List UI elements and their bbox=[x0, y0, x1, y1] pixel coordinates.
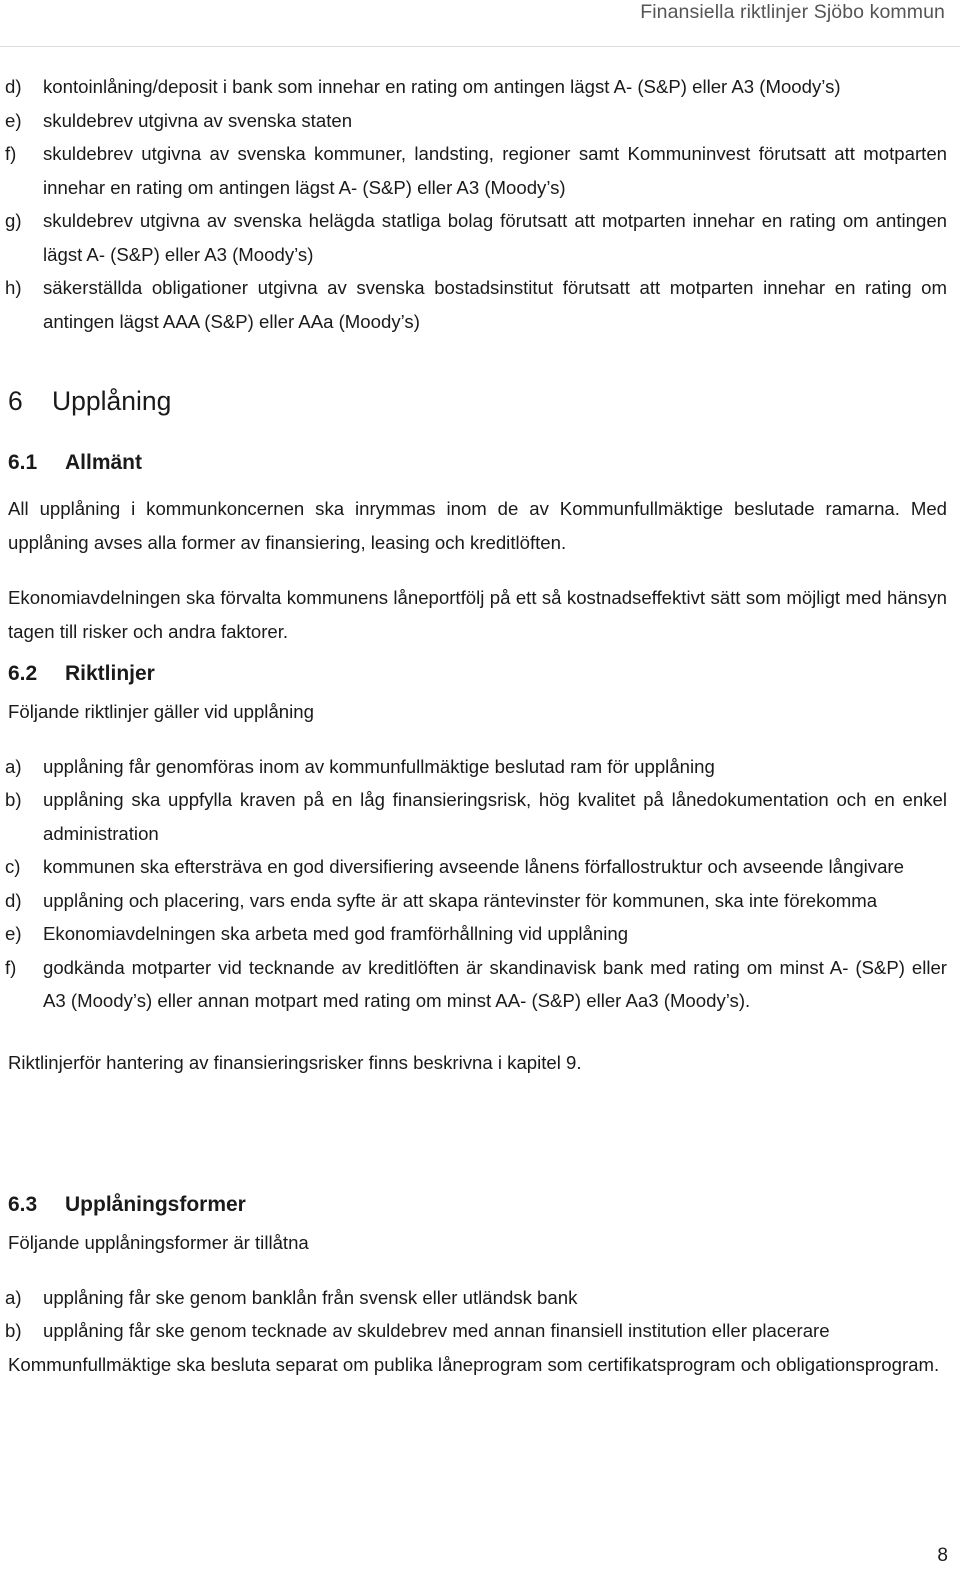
list-item-text: skuldebrev utgivna av svenska staten bbox=[43, 109, 353, 131]
paragraph: Riktlinjerför hantering av finansieringsrisker finns beskrivna i kapitel 9. bbox=[8, 1051, 582, 1073]
list-item-text: godkända motparter vid tecknande av kreditlöften är skandinavisk bank med rating om minst A- (S&P) eller A3 (Moody’s) eller annan motpart med rating om minst AA- (S&P) eller Aa3 (Moody’s). bbox=[43, 956, 947, 1011]
guidelines-list bbox=[5, 750, 947, 1018]
list-item-text: upplåning får ske genom banklån från svensk eller utländsk bank bbox=[43, 1286, 578, 1308]
list-marker: a) bbox=[5, 1286, 22, 1308]
page-number: 8 bbox=[937, 1545, 948, 1566]
paragraph: Kommunfullmäktige ska besluta separat om publika låneprogram som certifikatsprogram och obligationsprogram. bbox=[8, 1353, 940, 1375]
list-marker: h) bbox=[5, 277, 22, 298]
list-item bbox=[5, 70, 947, 104]
list-item bbox=[5, 104, 947, 138]
eligible-instruments-list bbox=[5, 70, 947, 338]
list-item-text: skuldebrev utgivna av svenska helägda statliga bolag förutsatt att motparten innehar en rating om antingen lägst A- (S&P) eller A3 (Moody’s) bbox=[43, 210, 947, 265]
list-item-text: upplåning får genomföras inom av kommunfullmäktige beslutad ram för upplåning bbox=[43, 755, 715, 777]
list-marker: d) bbox=[5, 76, 22, 97]
list-item bbox=[5, 783, 947, 850]
list-item bbox=[5, 917, 947, 951]
list-marker: b) bbox=[5, 1320, 22, 1341]
list-item-text: Ekonomiavdelningen ska arbeta med god framförhållning vid upplåning bbox=[43, 923, 629, 944]
paragraph: Ekonomiavdelningen ska förvalta kommunens låneportfölj på ett så kostnadseffektivt sätt som möjligt med hänsyn tagen till risker och andra faktorer. bbox=[8, 587, 947, 642]
section-6-heading bbox=[8, 384, 947, 418]
list-item bbox=[5, 204, 947, 271]
list-item bbox=[5, 137, 947, 204]
list-item bbox=[5, 951, 947, 1018]
subsection-number: 6.2 bbox=[8, 662, 38, 685]
list-item bbox=[5, 884, 947, 918]
list-marker: f) bbox=[5, 143, 17, 164]
list-item bbox=[5, 750, 947, 784]
subsection-number: 6.3 bbox=[8, 1193, 38, 1216]
list-marker: e) bbox=[5, 109, 22, 131]
paragraph: All upplåning i kommunkoncernen ska inrymmas inom de av Kommunfullmäktige beslutade ramarna. Med upplåning avses alla former av finansiering, leasing och kreditlöften. bbox=[8, 498, 947, 553]
borrowing-forms-list bbox=[5, 1281, 947, 1348]
subsection-title: Upplåningsformer bbox=[65, 1193, 246, 1216]
section-6-1 bbox=[8, 448, 947, 648]
section-title: Upplåning bbox=[52, 386, 172, 416]
subsection-number: 6.1 bbox=[8, 451, 38, 474]
paragraph: Följande riktlinjer gäller vid upplåning bbox=[8, 701, 314, 722]
list-marker: e) bbox=[5, 923, 22, 944]
list-marker: c) bbox=[5, 856, 21, 877]
subsection-title: Allmänt bbox=[65, 451, 143, 474]
list-item-text: upplåning ska uppfylla kraven på en låg finansieringsrisk, hög kvalitet på lånedokumentation och en enkel administration bbox=[43, 789, 947, 844]
list-item-text: säkerställda obligationer utgivna av svenska bostadsinstitut förutsatt att motparten innehar en rating om antingen lägst AAA (S&P) eller AAa (Moody’s) bbox=[43, 277, 947, 332]
section-6-3 bbox=[5, 1190, 947, 1381]
running-header: Finansiella riktlinjer Sjöbo kommun bbox=[640, 1, 945, 23]
section-6-2 bbox=[5, 659, 947, 1079]
list-item-text: upplåning och placering, vars enda syfte är att skapa räntevinster för kommunen, ska inte förekomma bbox=[43, 889, 878, 911]
subsection-title: Riktlinjer bbox=[65, 662, 155, 685]
list-item-text: skuldebrev utgivna av svenska kommuner, landsting, regioner samt Kommuninvest förutsatt att motparten innehar en rating om antingen lägst A- (S&P) eller A3 (Moody’s) bbox=[43, 143, 947, 198]
subsection-heading bbox=[8, 448, 947, 478]
list-marker: g) bbox=[5, 210, 22, 231]
list-marker: b) bbox=[5, 789, 22, 810]
header-divider bbox=[0, 46, 960, 47]
section-number: 6 bbox=[8, 386, 23, 416]
list-item-text: upplåning får ske genom tecknade av skuldebrev med annan finansiell institution eller placerare bbox=[43, 1320, 830, 1341]
list-marker: f) bbox=[5, 956, 17, 978]
list-marker: a) bbox=[5, 755, 22, 777]
subsection-heading bbox=[8, 1190, 947, 1220]
list-item bbox=[5, 850, 947, 884]
list-item-text: kontoinlåning/deposit i bank som innehar en rating om antingen lägst A- (S&P) eller A3 (Moody’s) bbox=[43, 76, 841, 97]
list-item bbox=[5, 1281, 947, 1315]
list-item bbox=[5, 1314, 947, 1348]
list-item bbox=[5, 271, 947, 338]
paragraph: Följande upplåningsformer är tillåtna bbox=[8, 1232, 309, 1253]
list-marker: d) bbox=[5, 889, 22, 911]
list-item-text: kommunen ska eftersträva en god diversifiering avseende lånens förfallostruktur och avseende långivare bbox=[43, 856, 904, 877]
subsection-heading bbox=[8, 659, 947, 689]
